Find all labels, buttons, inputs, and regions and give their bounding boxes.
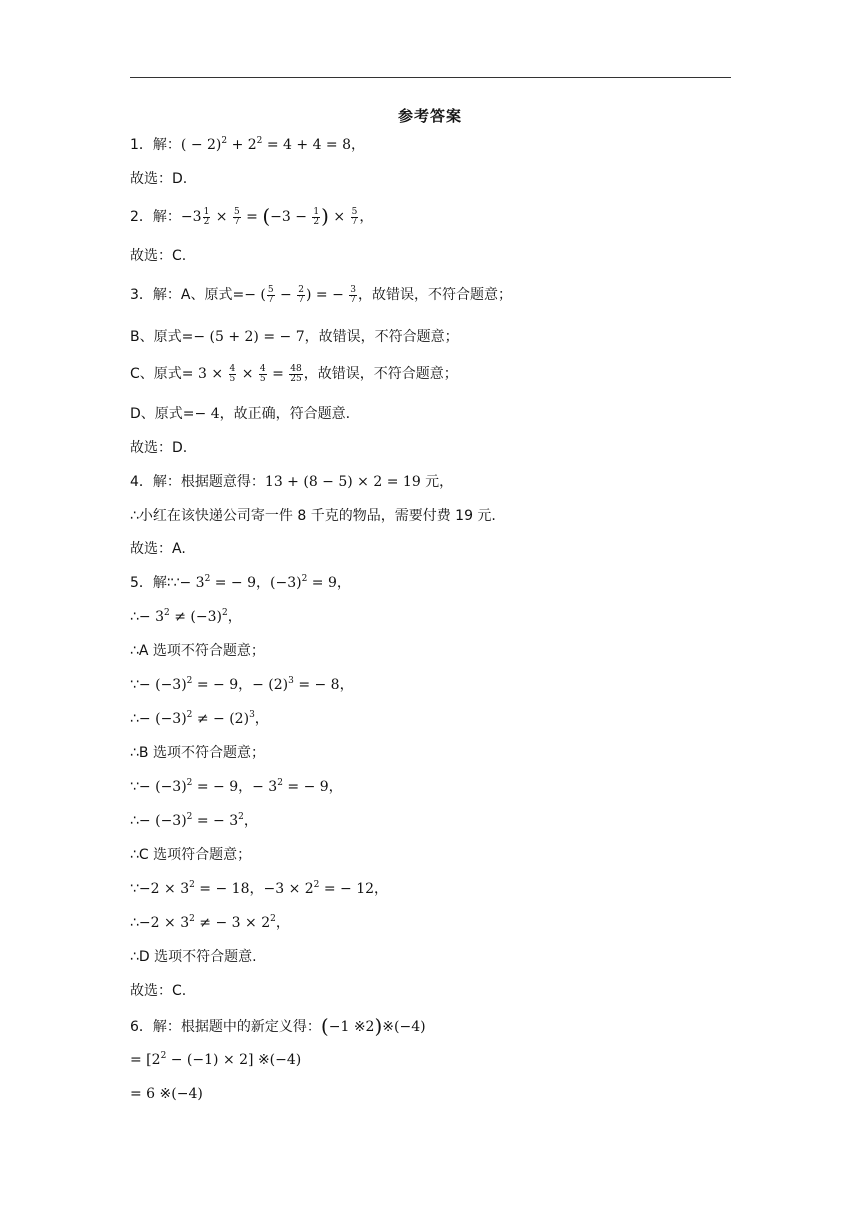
q5-line-12: ∴D 选项不符合题意. [130, 949, 257, 965]
q5-line-6: ∴B 选项不符合题意； [130, 745, 265, 761]
q6-line-1: 6．解：根据题中的新定义得：(−1 ※2)※(−4) [130, 1014, 426, 1038]
q3-line-b: B、原式=− (5 + 2) = − 7，故错误，不符合题意； [130, 329, 459, 345]
q4-line-b: ∴小红在该快递公司寄一件 8 千克的物品，需要付费 19 元. [130, 508, 496, 524]
q5-line-5: ∴− $(-3)^2$ ≠ − $(2)^3$， [130, 710, 269, 727]
q4-line-a: 4．解：根据题意得：13 + (8 − 5) × 2 = 19 元， [130, 474, 454, 490]
header-rule [130, 77, 731, 78]
q5-line-11: ∴−2 × $3^2$ ≠ − $3 \times 2^2$， [130, 914, 290, 931]
q3-line-a: 3．解：A、原式=− ( $\frac{5}{7}$ − $\frac{2}{7}$ ) = − $\frac{3}{7}$ ，故错误，不符合题意； [130, 284, 512, 305]
q5-line-1: 5．解∶∵− $3^2$ = − 9，$(-3)^2 = 9$， [130, 574, 351, 591]
q3-line-c: C、原式= 3 × $\frac{4}{5}$ × $\frac{4}{5}$ = $\frac{48}{25}$ ，故错误，不符合题意； [130, 363, 458, 384]
q1-answer: 故选：D. [130, 171, 188, 187]
q5-line-4: ∵− $(-3)^2$ = − 9，− $(2)^3$ = − 8， [130, 676, 354, 693]
q5-line-10: ∵−2 × $3^2$ = − 18，$-3 \times 2^2$ = − 12， [130, 880, 389, 897]
q5-answer: 故选：C. [130, 983, 187, 999]
q5-line-9: ∴C 选项符合题意； [130, 847, 252, 863]
q3-answer: 故选：D. [130, 440, 188, 456]
q6-line-2: = $[2^2 - (-1) \times 2]$ ※(−4) [130, 1051, 302, 1068]
q5-line-2: ∴− $3^2 \ne (-3)^2$， [130, 608, 242, 625]
q5-line-8: ∴− $(-3)^2$ = − $3^2$， [130, 812, 258, 829]
q6-line-3: = 6 ※(−4) [130, 1086, 203, 1102]
q4-answer: 故选：A. [130, 541, 186, 557]
q5-line-7: ∵− $(-3)^2$ = − 9，− $3^2$ = − 9， [130, 778, 343, 795]
q2-answer: 故选：C. [130, 248, 187, 264]
q1-line: 1．解：( − $2)^2 + 2^2 = 4 + 4 = 8$， [130, 136, 366, 153]
q5-line-3: ∴A 选项不符合题意； [130, 643, 265, 659]
q3-line-d: D、原式=− 4，故正确，符合题意. [130, 406, 351, 422]
page-title: 参考答案 [397, 107, 462, 125]
q2-line: 2．解：−3 $\frac{1}{2}$ × $\frac{5}{7}$ = (−3 − $\frac{1}{2}$ ) × $\frac{5}{7}$ ， [130, 204, 374, 228]
